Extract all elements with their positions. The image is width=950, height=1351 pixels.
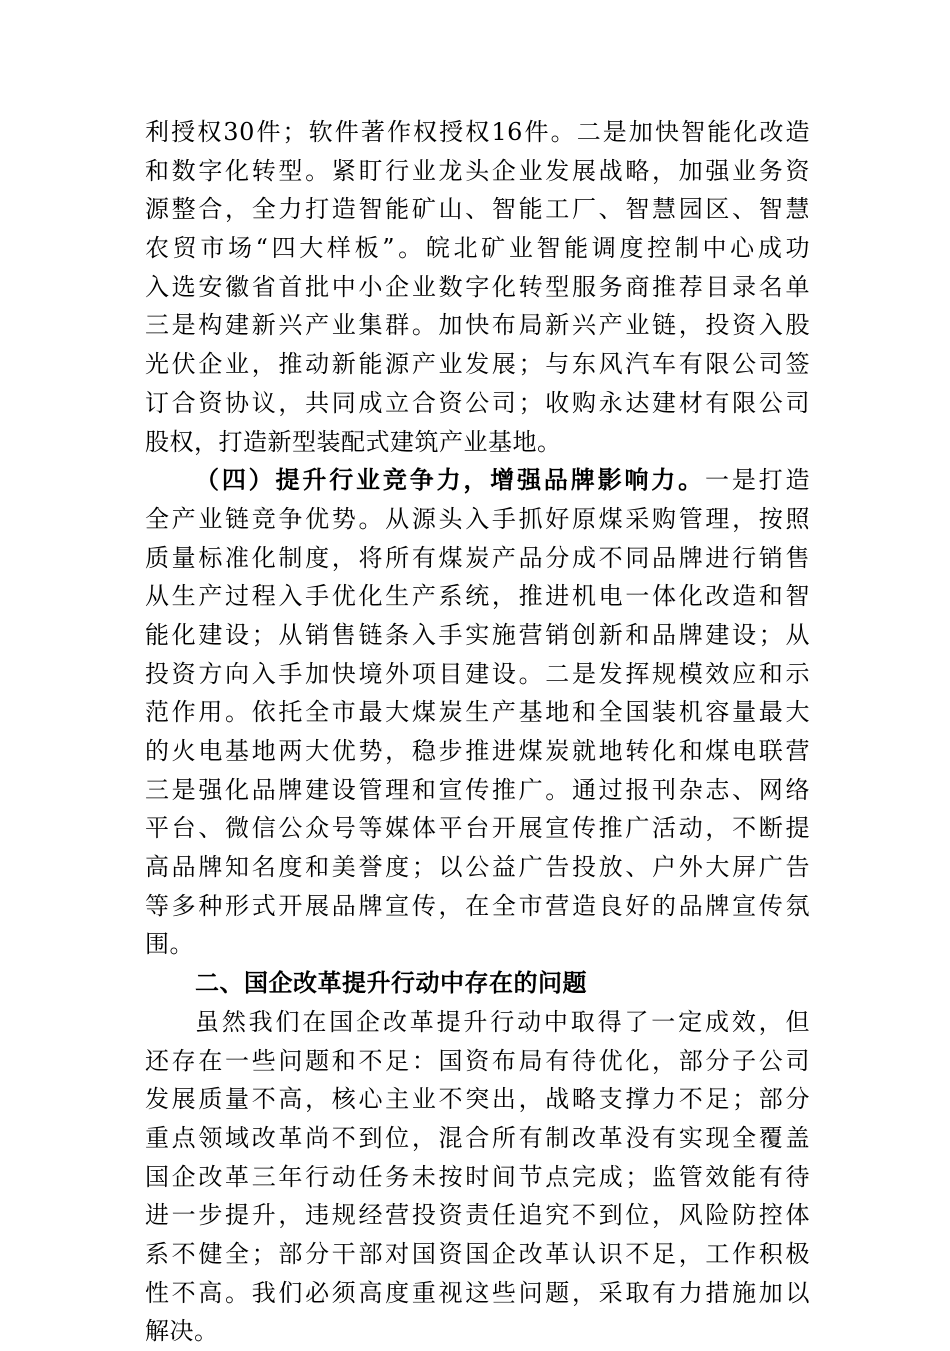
text-line: 的火电基地两大优势，稳步推进煤炭就地转化和煤电联营 [145, 737, 810, 765]
text-line: 高品牌知名度和美誉度；以公益广告投放、户外大屏广告 [145, 853, 810, 882]
text-line: 进一步提升，违规经营投资责任追究不到位，风险防控体 [145, 1201, 810, 1230]
text-line: 还存在一些问题和不足：国资布局有待优化，部分子公司 [145, 1046, 810, 1075]
text-line: 虽然我们在国企改革提升行动中取得了一定成效，但 [195, 1007, 810, 1036]
text-line: 利授权30件；软件著作权授权16件。二是加快智能化改造 [145, 118, 810, 146]
text-line: 国企改革三年行动任务未按时间节点完成；监管效能有待 [145, 1162, 810, 1191]
text-line: 三是构建新兴产业集群。加快布局新兴产业链，投资入股 [145, 311, 810, 340]
document-page [145, 113, 810, 1351]
text-line: 质量标准化制度，将所有煤炭产品分成不同品牌进行销售 [145, 543, 810, 572]
text-line: 能化建设；从销售链条入手实施营销创新和品牌建设；从 [145, 620, 810, 649]
text-line: 平台、微信公众号等媒体平台开展宣传推广活动，不断提 [145, 814, 810, 843]
text-line: 重点领域改革尚不到位，混合所有制改革没有实现全覆盖 [145, 1123, 810, 1152]
paragraph-competitiveness-brand [145, 461, 810, 964]
text-line: 范作用。依托全市最大煤炭生产基地和全国装机容量最大 [145, 698, 810, 727]
text-line: 订合资协议，共同成立合资公司；收购永达建材有限公司 [145, 388, 810, 417]
text-line: 性不高。我们必须高度重视这些问题，采取有力措施加以 [145, 1278, 810, 1307]
text-line: 股权，打造新型装配式建筑产业基地。 [145, 427, 562, 456]
text-line: 投资方向入手加快境外项目建设。二是发挥规模效应和示 [145, 659, 810, 688]
text-line: 和数字化转型。紧盯行业龙头企业发展战略，加强业务资 [145, 156, 810, 185]
text-line: 三是强化品牌建设管理和宣传推广。通过报刊杂志、网络 [145, 775, 810, 804]
section-heading: 二、国企改革提升行动中存在的问题 [195, 969, 587, 998]
paragraph-existing-problems [145, 1003, 810, 1351]
text-line: 从生产过程入手优化生产系统，推进机电一体化改造和智 [145, 582, 810, 611]
text-line: 发展质量不高，核心主业不突出，战略支撑力不足；部分 [145, 1085, 810, 1114]
text-run: 一是打造 [704, 466, 811, 495]
text-line: 围。 [145, 930, 194, 959]
text-line: 全产业链竞争优势。从源头入手抓好原煤采购管理，按照 [145, 504, 810, 533]
text-line: 源整合，全力打造智能矿山、智能工厂、智慧园区、智慧 [145, 195, 810, 224]
text-line: 系不健全；部分干部对国资国企改革认识不足，工作积极 [145, 1239, 810, 1268]
text-line: 光伏企业，推动新能源产业发展；与东风汽车有限公司签 [145, 350, 810, 379]
subsection-title: （四）提升行业竞争力，增强品牌影响力。 [195, 465, 705, 495]
text-line: 解决。 [145, 1317, 219, 1346]
text-line [145, 461, 810, 500]
paragraph-patents-digitalization [145, 113, 810, 461]
text-line: 农贸市场“四大样板”。皖北矿业智能调度控制中心成功 [145, 234, 810, 263]
text-line: 入选安徽省首批中小企业数字化转型服务商推荐目录名单 [145, 272, 810, 301]
text-line: 等多种形式开展品牌宣传，在全市营造良好的品牌宣传氛 [145, 891, 810, 920]
